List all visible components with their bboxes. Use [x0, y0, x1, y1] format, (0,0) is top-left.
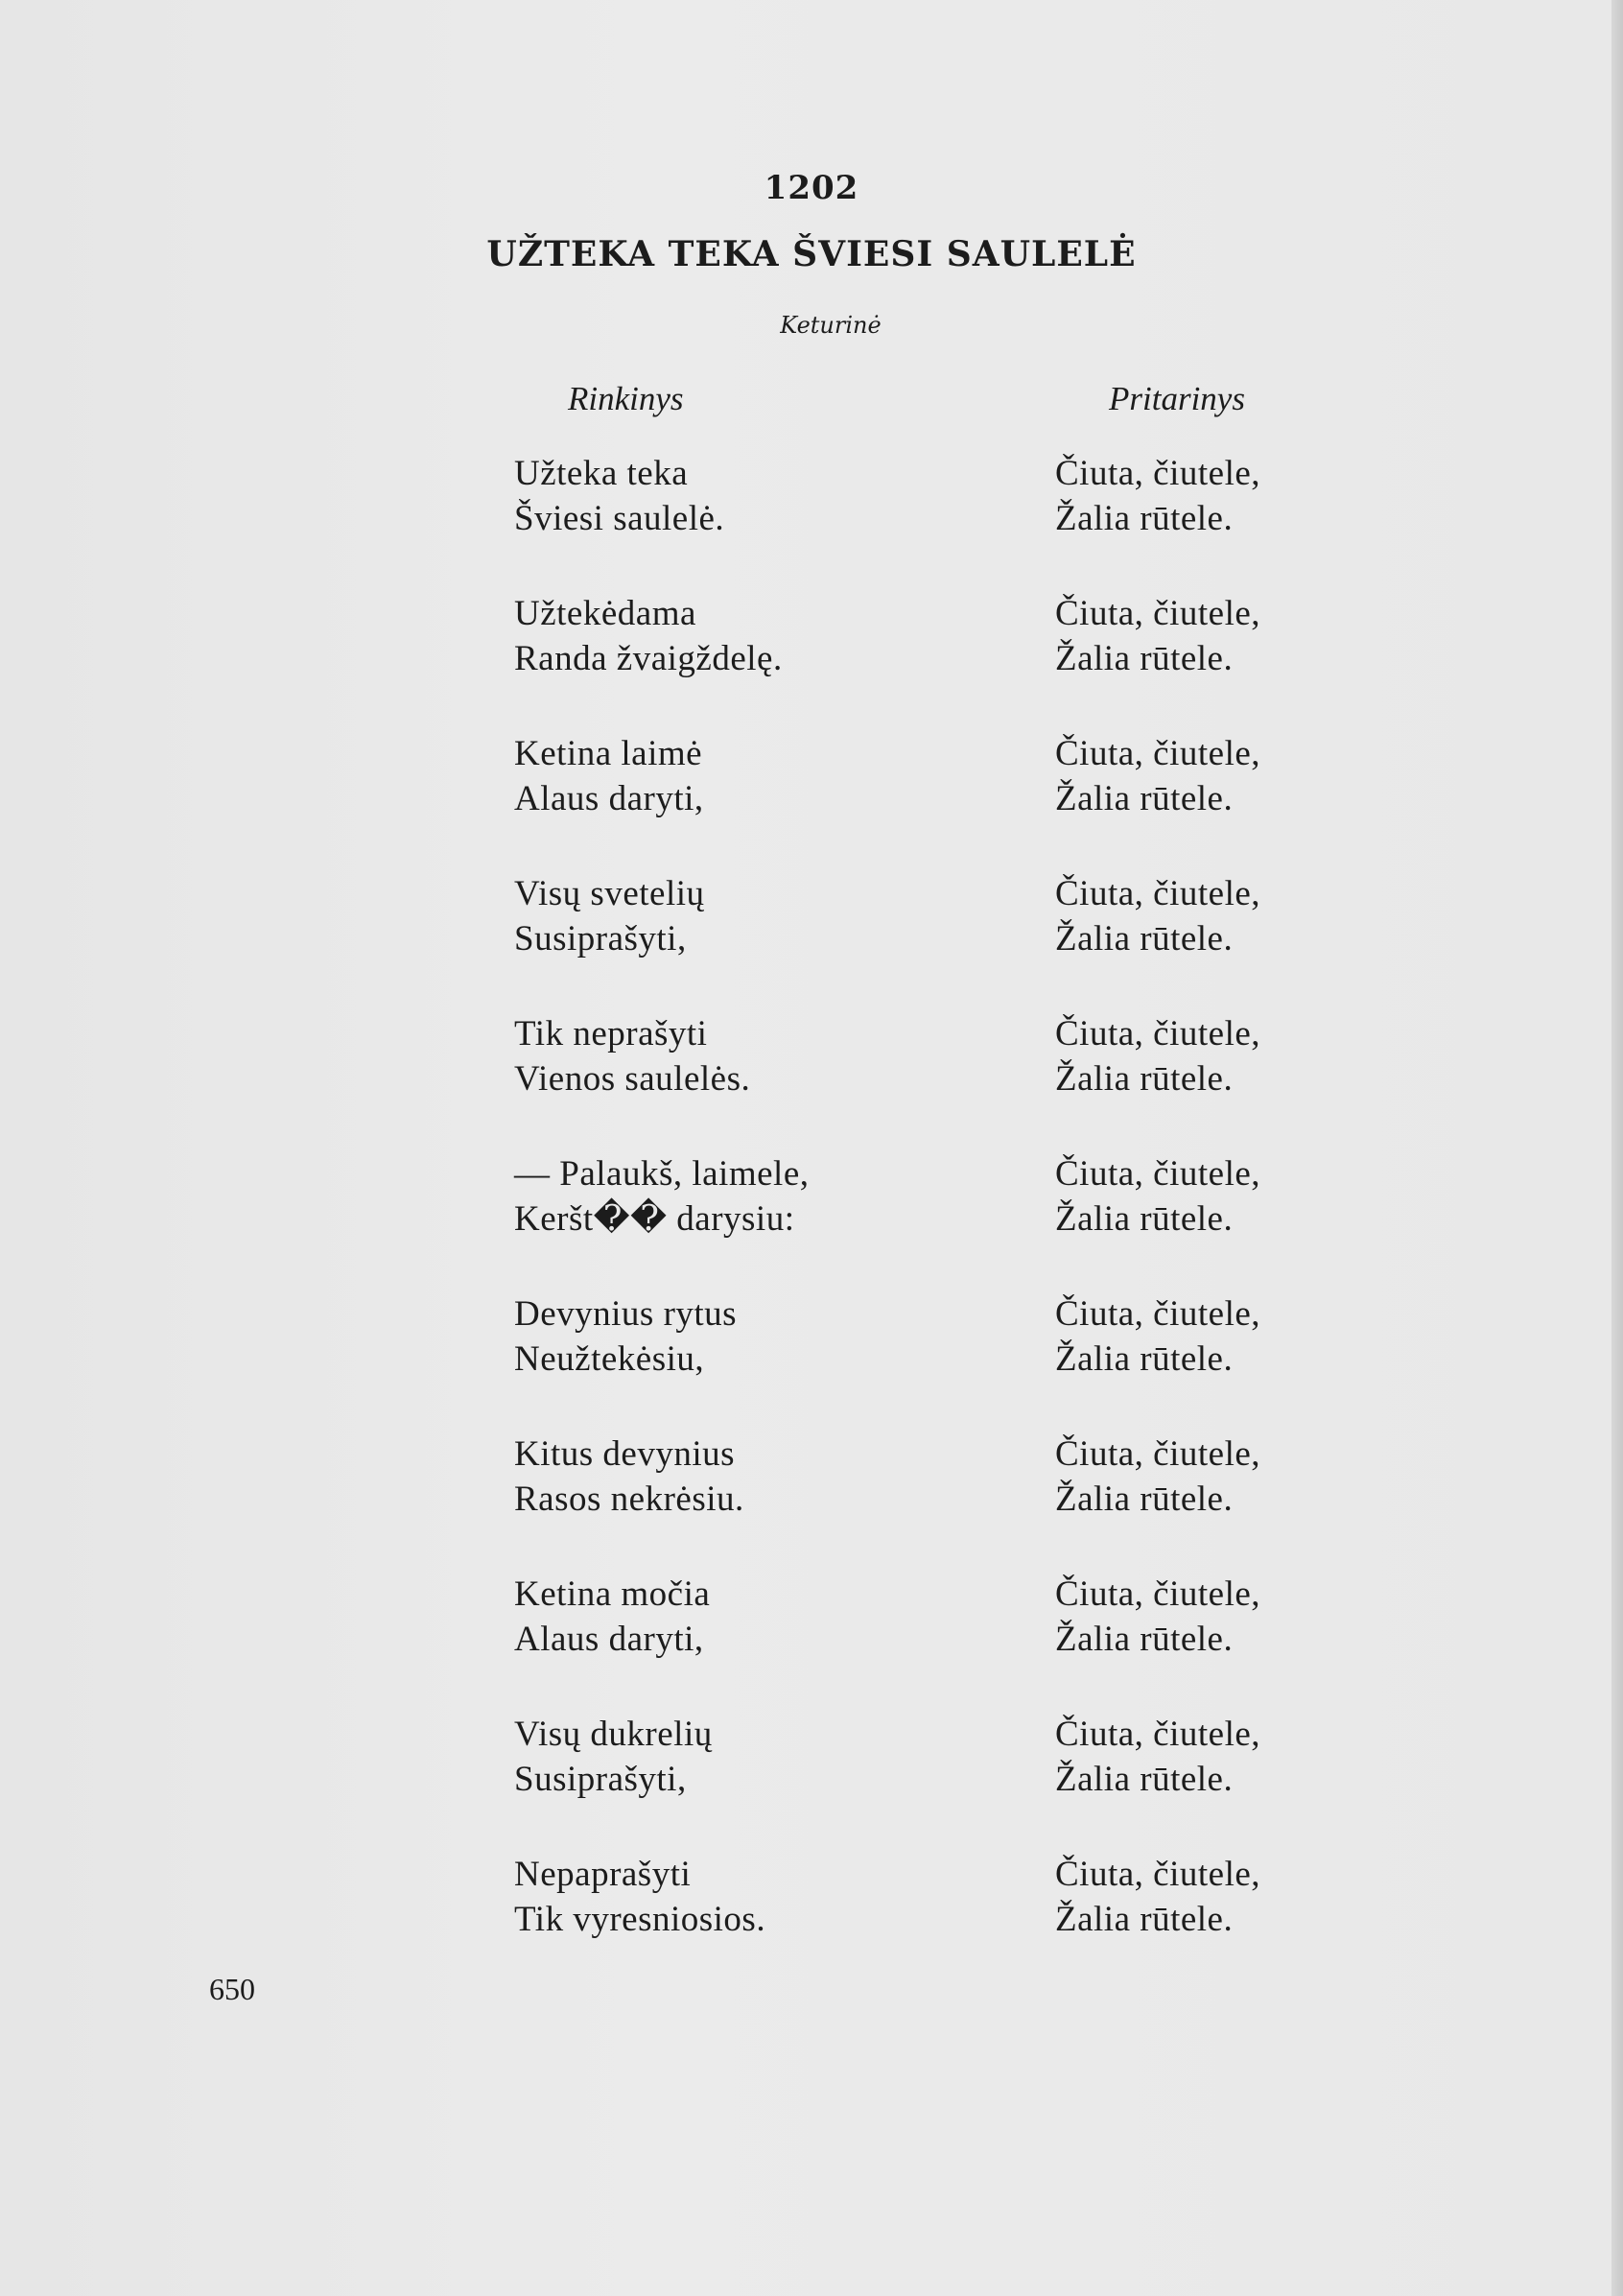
- verse-line: Ketina močia: [514, 1574, 711, 1614]
- stanza: [0, 451, 1623, 591]
- stanza: [0, 1572, 1623, 1712]
- refrain-line: Žalia rūtele.: [1055, 1620, 1234, 1659]
- refrain-line: Čiuta, čiutele,: [1055, 874, 1261, 913]
- column-heading-right: Pritarinys: [1109, 380, 1245, 417]
- verse-line: Visų dukrelių: [514, 1715, 713, 1754]
- refrain-line: Žalia rūtele.: [1055, 1059, 1234, 1099]
- refrain-line: Čiuta, čiutele,: [1055, 1154, 1261, 1194]
- refrain-line: Žalia rūtele.: [1055, 499, 1234, 538]
- song-number: 1202: [764, 169, 859, 207]
- stanza: [0, 1291, 1623, 1432]
- refrain-line: Žalia rūtele.: [1055, 919, 1234, 959]
- verse-line: Randa žvaigždelę.: [514, 639, 783, 678]
- refrain-line: Žalia rūtele.: [1055, 1760, 1234, 1799]
- stanza: [0, 1151, 1623, 1291]
- verse-line: — Palaukš, laimele,: [514, 1154, 810, 1194]
- verse-line: Šviesi saulelė.: [514, 499, 725, 538]
- stanza-list: [0, 451, 1623, 1992]
- page-number: 650: [209, 1972, 255, 2006]
- verse-line: Užteka teka: [514, 454, 689, 493]
- verse-line: Visų svetelių: [514, 874, 705, 913]
- verse-line: Susiprašyti,: [514, 1760, 687, 1799]
- refrain-line: Čiuta, čiutele,: [1055, 1715, 1261, 1754]
- stanza: [0, 871, 1623, 1011]
- verse-line: Užtekėdama: [514, 594, 696, 633]
- refrain-line: Žalia rūtele.: [1055, 1900, 1234, 1939]
- verse-line: Devynius rytus: [514, 1294, 738, 1334]
- refrain-line: Čiuta, čiutele,: [1055, 1294, 1261, 1334]
- verse-line: Susiprašyti,: [514, 919, 687, 959]
- verse-line: Nepaprašyti: [514, 1855, 692, 1894]
- verse-line: Keršt�� darysiu:: [514, 1199, 795, 1239]
- verse-line: Tik vyresniosios.: [514, 1900, 766, 1939]
- verse-line: Ketina laimė: [514, 734, 703, 773]
- verse-line: Rasos nekrėsiu.: [514, 1479, 744, 1519]
- refrain-line: Čiuta, čiutele,: [1055, 1014, 1261, 1053]
- verse-line: Tik neprašyti: [514, 1014, 708, 1053]
- column-heading-left: Rinkinys: [568, 380, 684, 417]
- refrain-line: Čiuta, čiutele,: [1055, 1855, 1261, 1894]
- verse-line: Alaus daryti,: [514, 1620, 704, 1659]
- refrain-line: Žalia rūtele.: [1055, 779, 1234, 818]
- refrain-line: Čiuta, čiutele,: [1055, 1434, 1261, 1474]
- song-title: UŽTEKA TEKA ŠVIESI SAULELĖ: [486, 234, 1137, 274]
- refrain-line: Žalia rūtele.: [1055, 1199, 1234, 1239]
- refrain-line: Čiuta, čiutele,: [1055, 594, 1261, 633]
- verse-line: Kitus devynius: [514, 1434, 736, 1474]
- verse-line: Neužtekėsiu,: [514, 1339, 705, 1379]
- refrain-line: Žalia rūtele.: [1055, 1339, 1234, 1379]
- refrain-line: Žalia rūtele.: [1055, 1479, 1234, 1519]
- refrain-line: Žalia rūtele.: [1055, 639, 1234, 678]
- stanza: [0, 1712, 1623, 1852]
- refrain-line: Čiuta, čiutele,: [1055, 734, 1261, 773]
- refrain-line: Čiuta, čiutele,: [1055, 1574, 1261, 1614]
- stanza: [0, 1432, 1623, 1572]
- verse-line: Vienos saulelės.: [514, 1059, 751, 1099]
- verse-line: Alaus daryti,: [514, 779, 704, 818]
- stanza: [0, 1011, 1623, 1151]
- stanza: [0, 591, 1623, 731]
- stanza: [0, 731, 1623, 871]
- song-subtitle: Keturinė: [780, 312, 882, 339]
- refrain-line: Čiuta, čiutele,: [1055, 454, 1261, 493]
